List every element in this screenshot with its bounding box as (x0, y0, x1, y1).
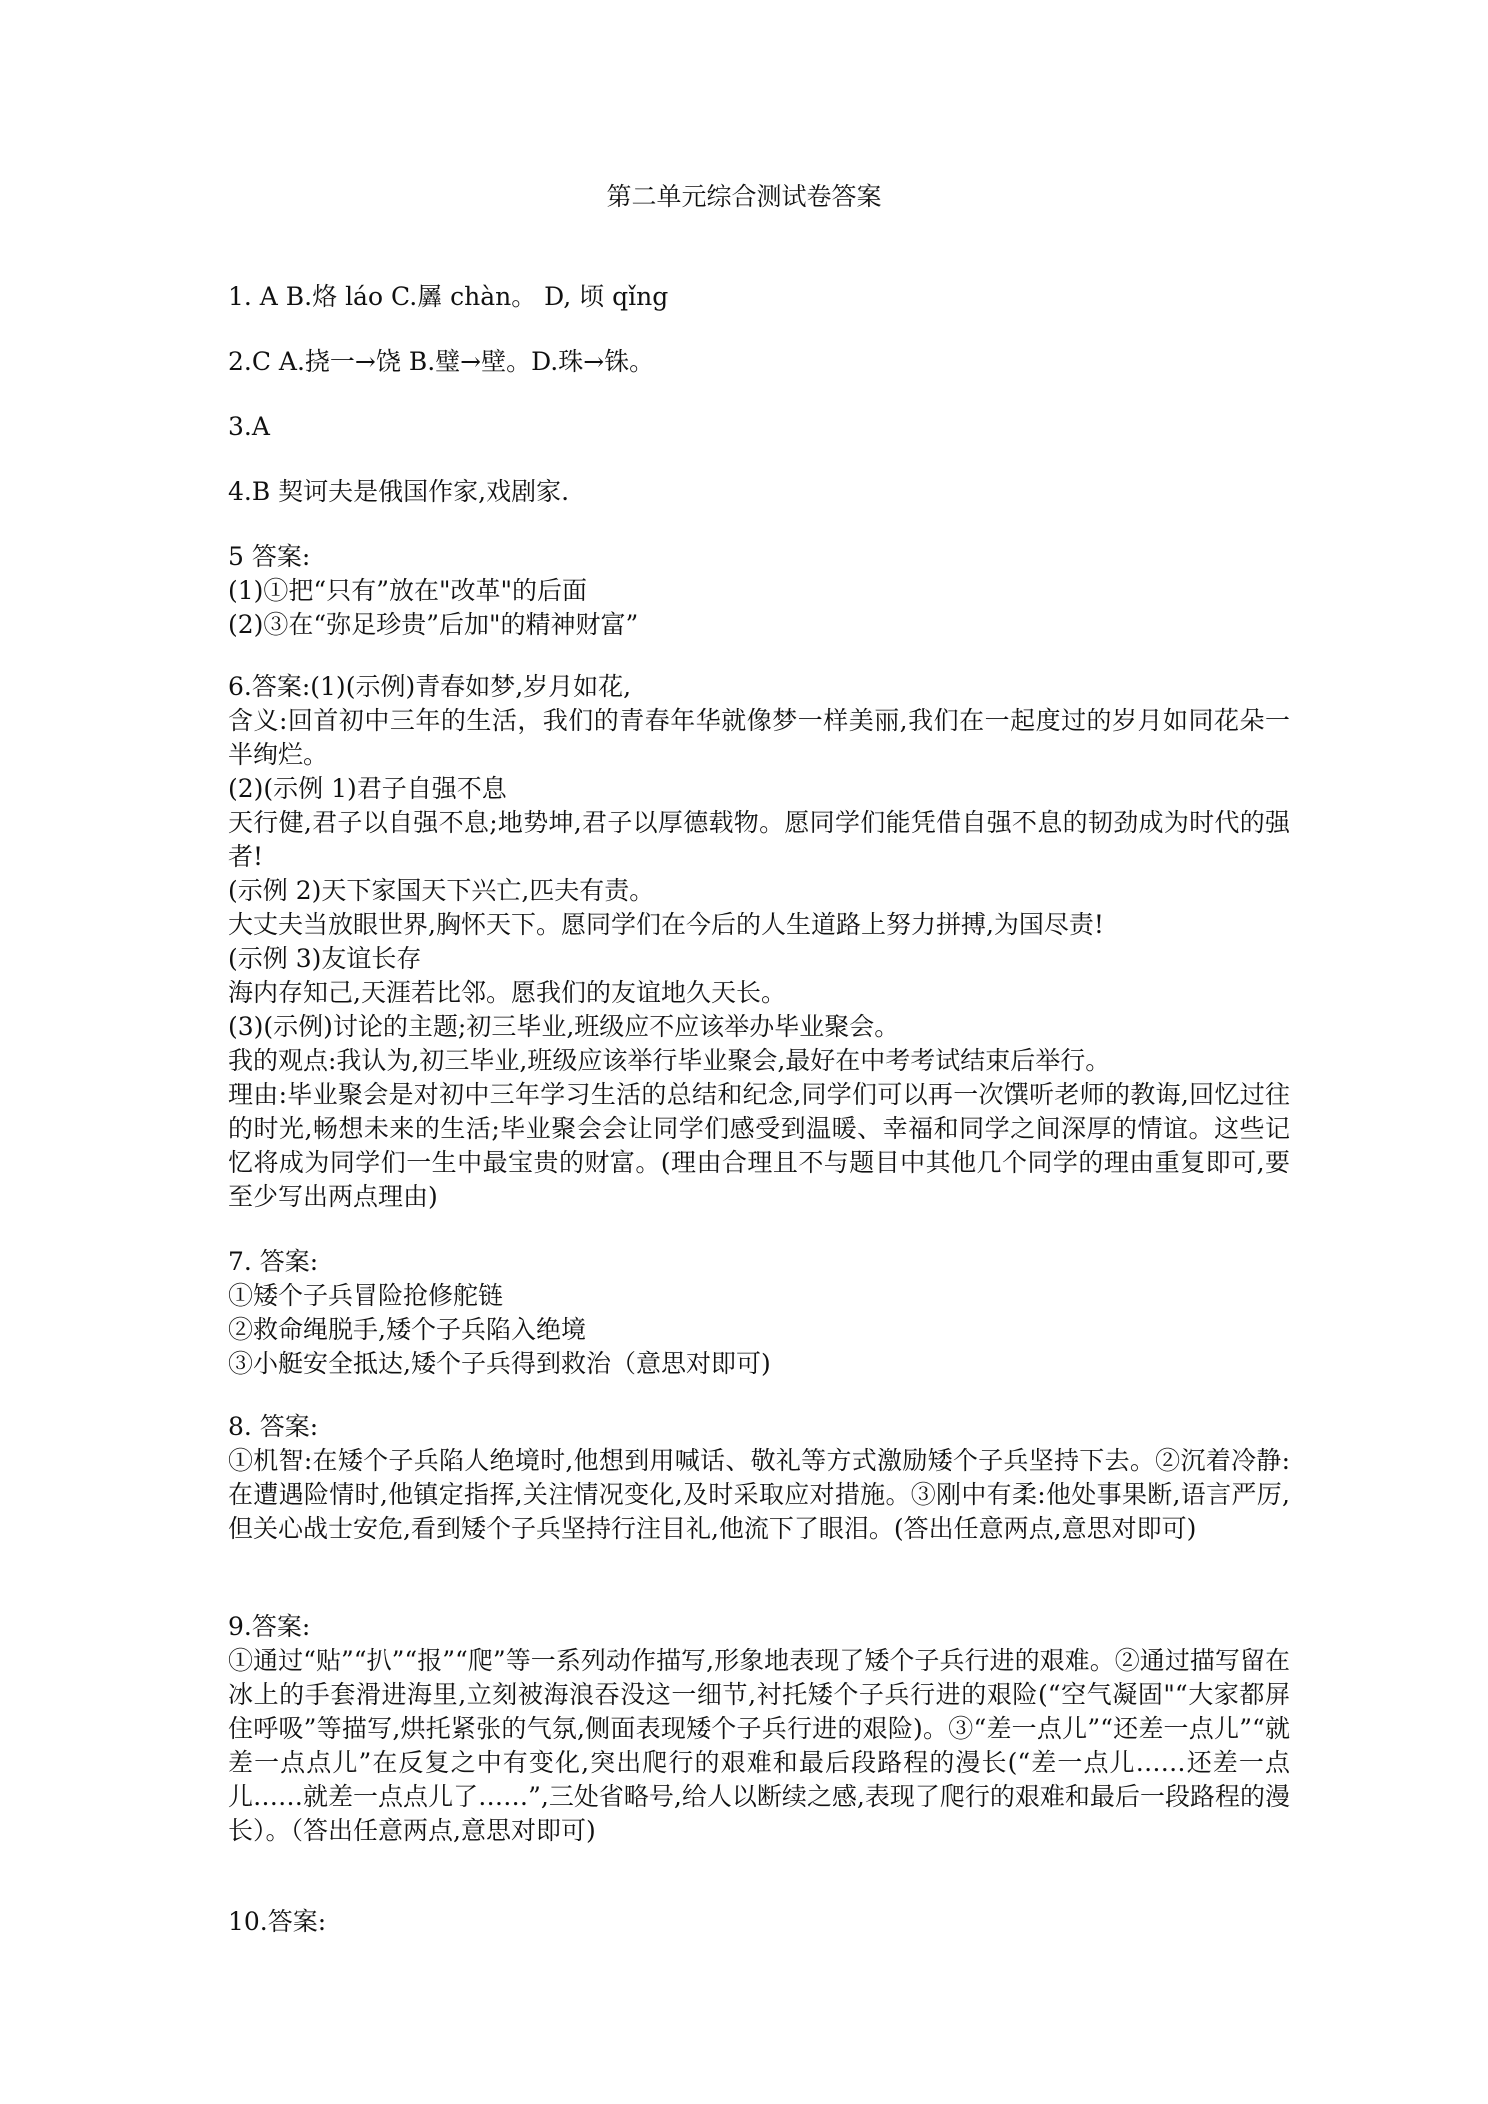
answer-7-line: ①矮个子兵冒险抢修舵链 (228, 1281, 504, 1310)
answer-7-heading: 7. 答案: (228, 1247, 319, 1276)
answer-5-line: (2)③在“弥足珍贵”后加"的精神财富” (228, 610, 639, 639)
answer-6-heading: 6.答案:(1)(示例)青春如梦,岁月如花, (228, 672, 632, 701)
answer-6 (228, 670, 1290, 1214)
answer-8-paragraph: ①机智:在矮个子兵陷人绝境时,他想到用喊话、敬礼等方式激励矮个子兵坚持下去。②沉着冷静:在遭遇险情时,他镇定指挥,关注情况变化,及时采取应对措施。③刚中有柔:他处事果断,语言严厉,但关心战士安危,看到矮个子兵坚持行注目礼,他流下了眼泪。(答出任意两点,意思对即可) (228, 1446, 1290, 1543)
page-title: 第二单元综合测试卷答案 (606, 182, 882, 211)
answer-2 (228, 345, 1290, 379)
answer-6-line: 海内存知己,天涯若比邻。愿我们的友谊地久天长。 (228, 978, 786, 1007)
answer-10 (228, 1905, 1290, 1939)
answer-6-line: (3)(示例)讨论的主题;初三毕业,班级应不应该举办毕业聚会。 (228, 1012, 900, 1041)
answer-7-line: ③小艇安全抵达,矮个子兵得到救治（意思对即可) (228, 1349, 771, 1378)
answer-5-line: (1)①把“只有”放在"改革"的后面 (228, 576, 587, 605)
answer-1 (228, 280, 1290, 314)
answer-7 (228, 1245, 1290, 1381)
answer-4-text: 4.B 契诃夫是俄国作家,戏剧家. (228, 477, 570, 506)
answer-6-paragraph: 理由:毕业聚会是对初中三年学习生活的总结和纪念,同学们可以再一次馔听老师的教诲,回忆过往的时光,畅想未来的生活;毕业聚会会让同学们感受到温暖、幸福和同学之间深厚的情谊。这些记忆将成为同学们一生中最宝贵的财富。(理由合理且不与题目中其他几个同学的理由重复即可,要至少写出两点理由) (228, 1080, 1290, 1211)
answer-3-text: 3.A (228, 412, 270, 441)
answer-3 (228, 410, 1290, 444)
answer-10-heading: 10.答案: (228, 1907, 327, 1936)
answer-4 (228, 475, 1290, 509)
answer-5 (228, 540, 1290, 642)
answer-8-heading: 8. 答案: (228, 1412, 319, 1441)
answer-6-line: 我的观点:我认为,初三毕业,班级应该举行毕业聚会,最好在中考考试结束后举行。 (228, 1046, 1111, 1075)
answer-6-line: 大丈夫当放眼世界,胸怀天下。愿同学们在今后的人生道路上努力拼搏,为国尽责! (228, 910, 1104, 939)
answer-6-line: (2)(示例 1)君子自强不息 (228, 774, 507, 803)
answer-9 (228, 1610, 1290, 1848)
answer-1-text: 1. A B.烙 láo C.羼 chàn。 D, 顷 qǐng (228, 282, 669, 311)
answer-9-heading: 9.答案: (228, 1612, 311, 1641)
answer-5-heading: 5 答案: (228, 542, 311, 571)
answer-6-line: (示例 2)天下家国天下兴亡,匹夫有责。 (228, 876, 655, 905)
answer-9-paragraph: ①通过“贴”“扒”“报”“爬”等一系列动作描写,形象地表现了矮个子兵行进的艰难。②通过描写留在冰上的手套滑进海里,立刻被海浪吞没这一细节,衬托矮个子兵行进的艰险(“空气凝固"“大家都屏住呼吸”等描写,烘托紧张的气氛,侧面表现矮个子兵行进的艰险)。③“差一点儿”“还差一点儿”“就差一点点儿”在反复之中有变化,突出爬行的艰难和最后段路程的漫长(“差一点儿……还差一点儿……就差一点点儿了……”,三处省略号,给人以断续之感,表现了爬行的艰难和最后一段路程的漫长）。（答出任意两点,意思对即可) (228, 1646, 1290, 1845)
answer-7-line: ②救命绳脱手,矮个子兵陷入绝境 (228, 1315, 586, 1344)
answer-6-line: (示例 3)友谊长存 (228, 944, 422, 973)
answer-6-paragraph: 含义:回首初中三年的生活，我们的青春年华就像梦一样美丽,我们在一起度过的岁月如同花朵一半绚烂。 (228, 706, 1290, 769)
answer-8 (228, 1410, 1290, 1546)
answer-6-paragraph: 天行健,君子以自强不息;地势坤,君子以厚德载物。愿同学们能凭借自强不息的韧劲成为时代的强者! (228, 808, 1290, 871)
answer-2-text: 2.C A.挠一→饶 B.璧→壁。D.珠→铢。 (228, 347, 655, 376)
